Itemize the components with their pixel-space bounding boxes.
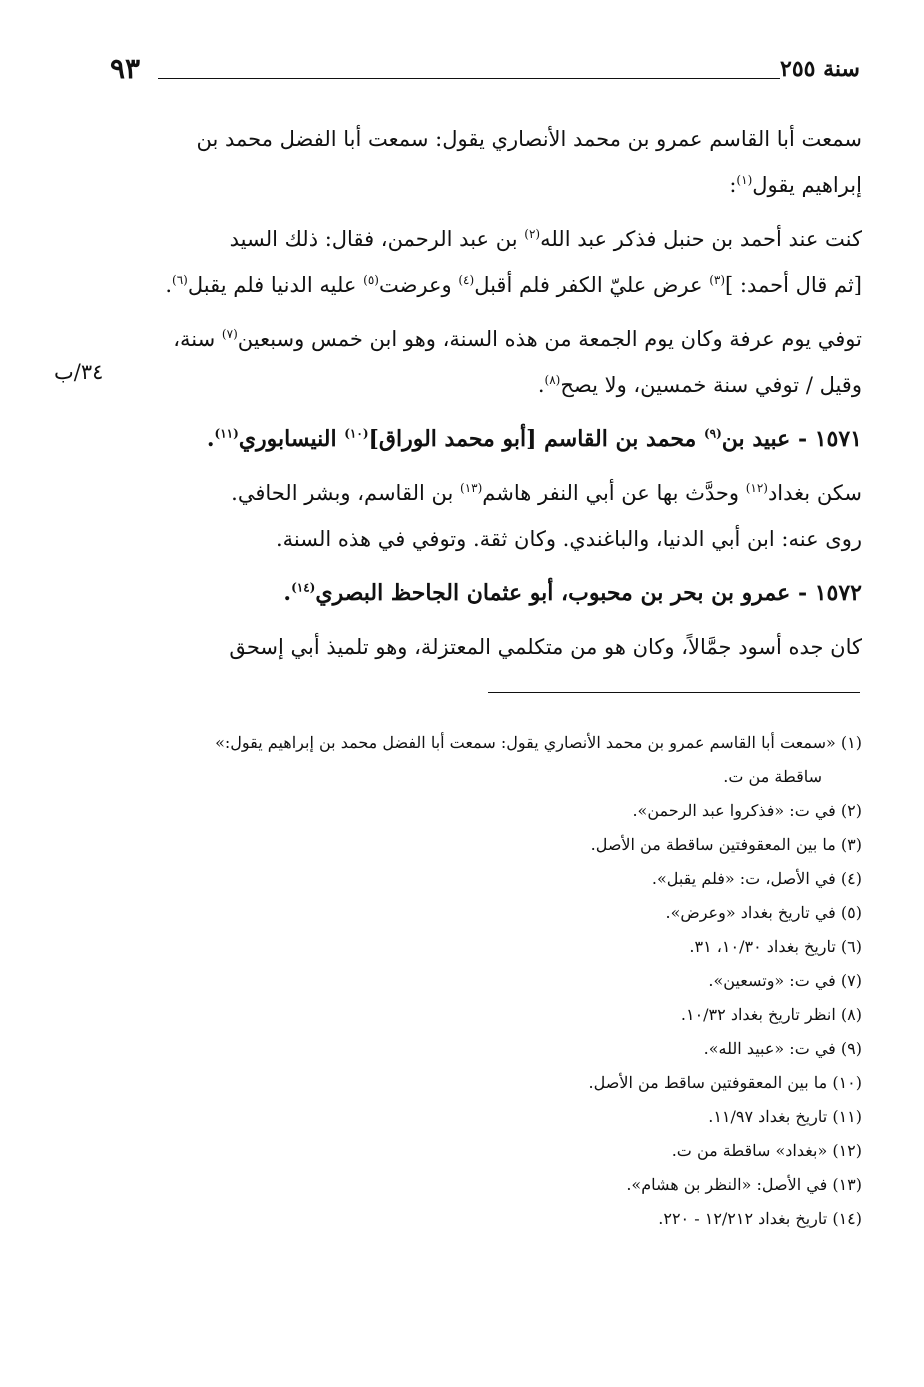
footnote-ref: (١٢) <box>745 481 768 495</box>
footnote: (١٢) «بغداد» ساقطة من ت. <box>671 1141 862 1160</box>
heading-text: النيسابوري <box>238 426 345 452</box>
footnote: (١٤) تاريخ بغداد ١٢/٢١٢ - ٢٢٠. <box>658 1209 862 1228</box>
heading-text: محمد بن القاسم [أبو محمد الوراق] <box>368 426 704 452</box>
running-head-rule <box>158 78 780 79</box>
footnote: (١٠) ما بين المعقوفتين ساقط من الأصل. <box>588 1073 862 1092</box>
heading-text: ١٥٧٢ - عمرو بن بحر بن محبوب، أبو عثمان الجاحظ البصري <box>315 580 862 606</box>
footnote: (١٣) في الأصل: «النظر بن هشام». <box>626 1175 862 1194</box>
footnote: (٥) في تاريخ بغداد «وعرض». <box>665 903 862 922</box>
text-line: سكن بغداد <box>767 481 862 505</box>
footnote: ساقطة من ت. <box>723 767 822 786</box>
text-punct: . <box>165 273 173 297</box>
paragraph <box>110 116 862 208</box>
footnote: (١) «سمعت أبا القاسم عمرو بن محمد الأنصاري يقول: سمعت أبا الفضل محمد بن إبراهيم يقول:» <box>215 733 862 752</box>
footnote-ref: (٥) <box>363 273 379 287</box>
text-line: عرض عليّ الكفر فلم أقبل <box>474 273 710 297</box>
margin-folio-note: ٣٤/ب <box>54 360 104 384</box>
footnote: (٢) في ت: «فذكروا عبد الرحمن». <box>632 801 862 820</box>
text-line: كان جده أسود جمَّالاً، وكان هو من متكلمي المعتزلة، وهو تلميذ أبي إسحق <box>229 635 862 659</box>
text-punct: . <box>206 426 215 452</box>
paragraph <box>110 316 862 408</box>
footnote-ref: (١٠) <box>344 426 369 441</box>
text-line: إبراهيم يقول <box>752 173 862 197</box>
paragraph <box>110 216 862 308</box>
text-line: وعرضت <box>378 273 459 297</box>
main-text <box>110 116 862 678</box>
footnote-ref: (٣) <box>709 273 726 287</box>
text-line: توفي يوم عرفة وكان يوم الجمعة من هذه السنة، وهو ابن خمس وسبعين <box>237 327 862 351</box>
text-line: سمعت أبا القاسم عمرو بن محمد الأنصاري يقول: سمعت أبا الفضل محمد بن <box>196 127 862 151</box>
footnote: (٧) في ت: «وتسعين». <box>708 971 862 990</box>
footnote-ref: (٧) <box>221 327 238 341</box>
page-number: ٩٣ <box>110 52 141 85</box>
text-line: كنت عند أحمد بن حنبل فذكر عبد الله <box>540 227 862 251</box>
text-line: سنة، <box>173 327 222 351</box>
text-punct: . <box>283 580 292 606</box>
footnote: (٦) تاريخ بغداد ١٠/٣٠، ٣١. <box>689 937 862 956</box>
footnote-ref: (٦) <box>172 273 188 287</box>
text-punct: : <box>729 173 737 197</box>
text-line: عليه الدنيا فلم يقبل <box>187 273 364 297</box>
text-line: [ثم قال أحمد: ] <box>725 273 862 297</box>
footnote-ref: (٤) <box>458 273 475 287</box>
text-line: وقيل / توفي سنة خمسين، ولا يصح <box>560 373 862 397</box>
footnote-ref: (١١) <box>214 426 239 441</box>
footnote: (٨) انظر تاريخ بغداد ١٠/٣٢. <box>680 1005 862 1024</box>
running-head <box>110 52 860 96</box>
text-punct: . <box>537 373 545 397</box>
footnote-ref: (٩) <box>703 426 722 441</box>
footnote-ref: (١) <box>736 173 753 187</box>
footnote-ref: (٢) <box>524 227 541 241</box>
text-line: بن عبد الرحمن، فقال: ذلك السيد <box>229 227 525 251</box>
paragraph <box>110 470 862 562</box>
heading-text: ١٥٧١ - عبيد بن <box>721 426 862 452</box>
footnote: (٩) في ت: «عبيد الله». <box>703 1039 862 1058</box>
footnote-ref: (١٤) <box>291 580 316 595</box>
footnotes <box>110 726 862 1236</box>
footnote: (١١) تاريخ بغداد ١١/٩٧. <box>708 1107 862 1126</box>
entry-heading-1572 <box>110 570 862 616</box>
paragraph <box>110 624 862 670</box>
text-line: وحدَّث بها عن أبي النفر هاشم <box>482 481 746 505</box>
running-head-year: سنة ٢٥٥ <box>780 56 860 82</box>
entry-heading-1571 <box>110 416 862 462</box>
footnote: (٤) في الأصل، ت: «فلم يقبل». <box>651 869 862 888</box>
text-line: بن القاسم، وبشر الحافي. <box>231 481 460 505</box>
text-line: روى عنه: ابن أبي الدنيا، والباغندي. وكان ثقة. وتوفي في هذه السنة. <box>276 527 862 551</box>
footnote-ref: (١٣) <box>460 481 483 495</box>
footnote: (٣) ما بين المعقوفتين ساقطة من الأصل. <box>590 835 862 854</box>
footnote-ref: (٨) <box>544 373 561 387</box>
footnote-separator <box>488 692 860 693</box>
